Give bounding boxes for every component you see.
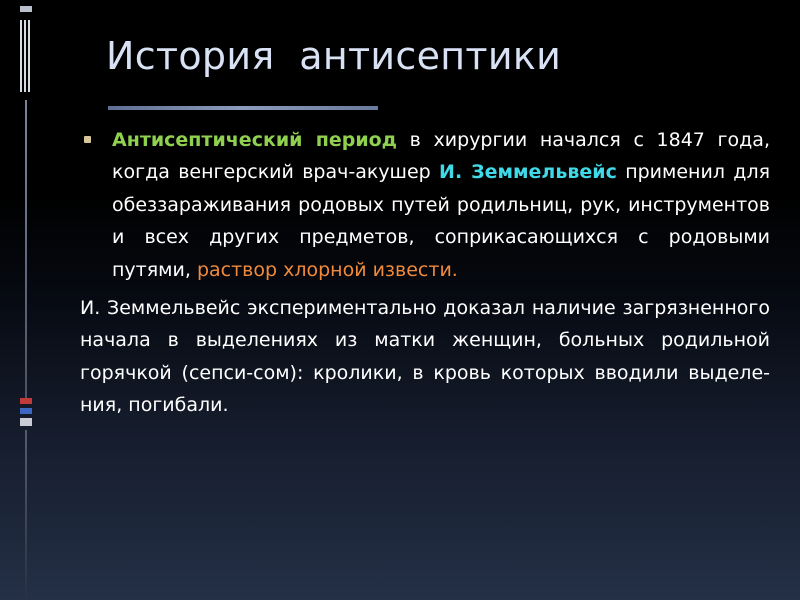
decor-stripe	[25, 430, 27, 600]
term-highlight: Антисептический период	[112, 129, 398, 151]
paragraph1-text-b: применил для обеззараживания родовых путей родильниц, рук, инструментов и всех других предметов, соприкасающихся с родовыми путями,	[112, 161, 771, 281]
substance-highlight: раствор хлорной извести.	[196, 258, 458, 281]
slide-title: История антисептики	[106, 34, 562, 78]
decor-stripe	[20, 20, 32, 92]
body-paragraph: И. Земмельвейс экспериментально доказал наличие загрязненного начала в выделениях из матки женщин, больных родильной горячкой (сепси-сом): кролики, в кровь которых вводили выделе-ния, погибали.	[80, 297, 770, 417]
decor-stripe	[20, 398, 32, 404]
person-highlight: И. Земмельвейс	[439, 161, 617, 184]
decor-stripe	[20, 408, 32, 414]
paragraph1-text-a: в хирургии начался с 1847 года, когда венгерский врач-акушер	[112, 129, 770, 184]
decor-stripe	[20, 6, 32, 12]
square-bullet-icon	[84, 136, 91, 143]
decor-stripe	[25, 100, 27, 400]
slide-body	[80, 124, 770, 422]
left-stripes-decoration	[20, 0, 32, 600]
bullet-paragraph	[80, 124, 770, 286]
decor-stripe	[20, 418, 32, 426]
title-underline	[108, 106, 378, 110]
